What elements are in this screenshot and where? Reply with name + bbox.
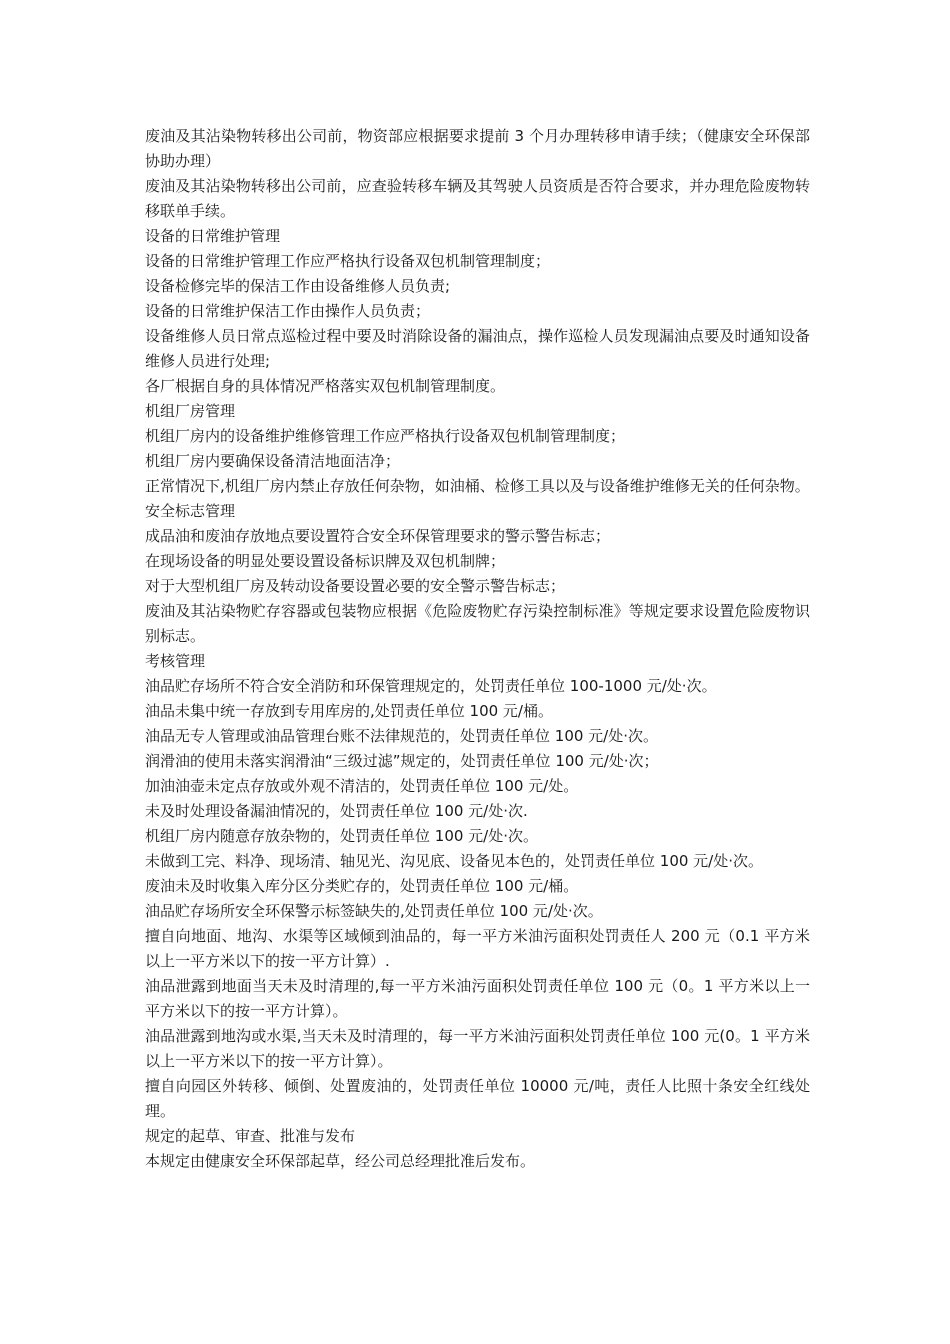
paragraph: 未及时处理设备漏油情况的，处罚责任单位 100 元/处·次. (145, 802, 528, 820)
paragraph: 设备的日常维护管理工作应严格执行设备双包机制管理制度； (145, 252, 551, 270)
paragraph: 本规定由健康安全环保部起草，经公司总经理批准后发布。 (145, 1152, 536, 1170)
paragraph: 机组厂房内要确保设备清洁地面洁净； (145, 452, 401, 470)
paragraph: 油品泄露到地面当天未及时清理的,每一平方米油污面积处罚责任单位 100 元（0。1 平方米以上一平方米以下的按一平方计算）。 (145, 977, 810, 1020)
paragraph: 机组厂房内的设备维护维修管理工作应严格执行设备双包机制管理制度； (145, 427, 626, 445)
paragraph: 规定的起草、审查、批准与发布 (145, 1127, 356, 1145)
paragraph: 设备维修人员日常点巡检过程中要及时消除设备的漏油点，操作巡检人员发现漏油点要及时通知设备维修人员进行处理; (145, 327, 810, 370)
paragraph: 加油油壶未定点存放或外观不清洁的，处罚责任单位 100 元/处。 (145, 777, 579, 795)
paragraph: 擅自向地面、地沟、水渠等区域倾到油品的，每一平方米油污面积处罚责任人 200 元（0.1 平方米以上一平方米以下的按一平方计算）. (145, 927, 810, 970)
paragraph: 废油未及时收集入库分区分类贮存的，处罚责任单位 100 元/桶。 (145, 877, 579, 895)
paragraph: 废油及其沾染物转移出公司前，物资部应根据要求提前 3 个月办理转移申请手续；（健康安全环保部协助办理） (145, 127, 810, 170)
paragraph: 油品无专人管理或油品管理台账不法律规范的，处罚责任单位 100 元/处·次。 (145, 727, 658, 745)
paragraph: 机组厂房内随意存放杂物的，处罚责任单位 100 元/处·次。 (145, 827, 538, 845)
paragraph: 废油及其沾染物转移出公司前，应查验转移车辆及其驾驶人员资质是否符合要求，并办理危险废物转移联单手续。 (145, 177, 810, 220)
paragraph: 设备的日常维护管理 (145, 227, 281, 245)
paragraph: 对于大型机组厂房及转动设备要设置必要的安全警示警告标志； (145, 577, 566, 595)
paragraph: 机组厂房管理 (145, 402, 236, 420)
paragraph: 成品油和废油存放地点要设置符合安全环保管理要求的警示警告标志； (145, 527, 611, 545)
paragraph: 设备检修完毕的保洁工作由设备维修人员负责; (145, 277, 451, 295)
paragraph: 设备的日常维护保洁工作由操作人员负责； (145, 302, 431, 320)
paragraph: 擅自向园区外转移、倾倒、处置废油的，处罚责任单位 10000 元/吨，责任人比照十条安全红线处理。 (145, 1077, 810, 1120)
paragraph: 油品泄露到地沟或水渠,当天未及时清理的，每一平方米油污面积处罚责任单位 100 元(0。1 平方米以上一平方米以下的按一平方计算）。 (145, 1027, 810, 1070)
document-body (145, 124, 810, 1174)
paragraph: 油品未集中统一存放到专用库房的,处罚责任单位 100 元/桶。 (145, 702, 553, 720)
paragraph: 废油及其沾染物贮存容器或包装物应根据《危险废物贮存污染控制标准》等规定要求设置危险废物识别标志。 (145, 602, 810, 645)
paragraph: 未做到工完、料净、现场清、轴见光、沟见底、设备见本色的，处罚责任单位 100 元/处·次。 (145, 852, 763, 870)
paragraph: 油品贮存场所安全环保警示标签缺失的,处罚责任单位 100 元/处·次。 (145, 902, 603, 920)
paragraph: 在现场设备的明显处要设置设备标识牌及双包机制牌； (145, 552, 506, 570)
paragraph: 油品贮存场所不符合安全消防和环保管理规定的，处罚责任单位 100-1000 元/处·次。 (145, 677, 717, 695)
paragraph: 正常情况下,机组厂房内禁止存放任何杂物，如油桶、检修工具以及与设备维护维修无关的任何杂物。 (145, 477, 810, 495)
paragraph: 润滑油的使用未落实润滑油“三级过滤”规定的，处罚责任单位 100 元/处·次； (145, 752, 659, 770)
paragraph: 各厂根据自身的具体情况严格落实双包机制管理制度。 (145, 377, 506, 395)
paragraph: 考核管理 (145, 652, 206, 670)
paragraph: 安全标志管理 (145, 502, 236, 520)
